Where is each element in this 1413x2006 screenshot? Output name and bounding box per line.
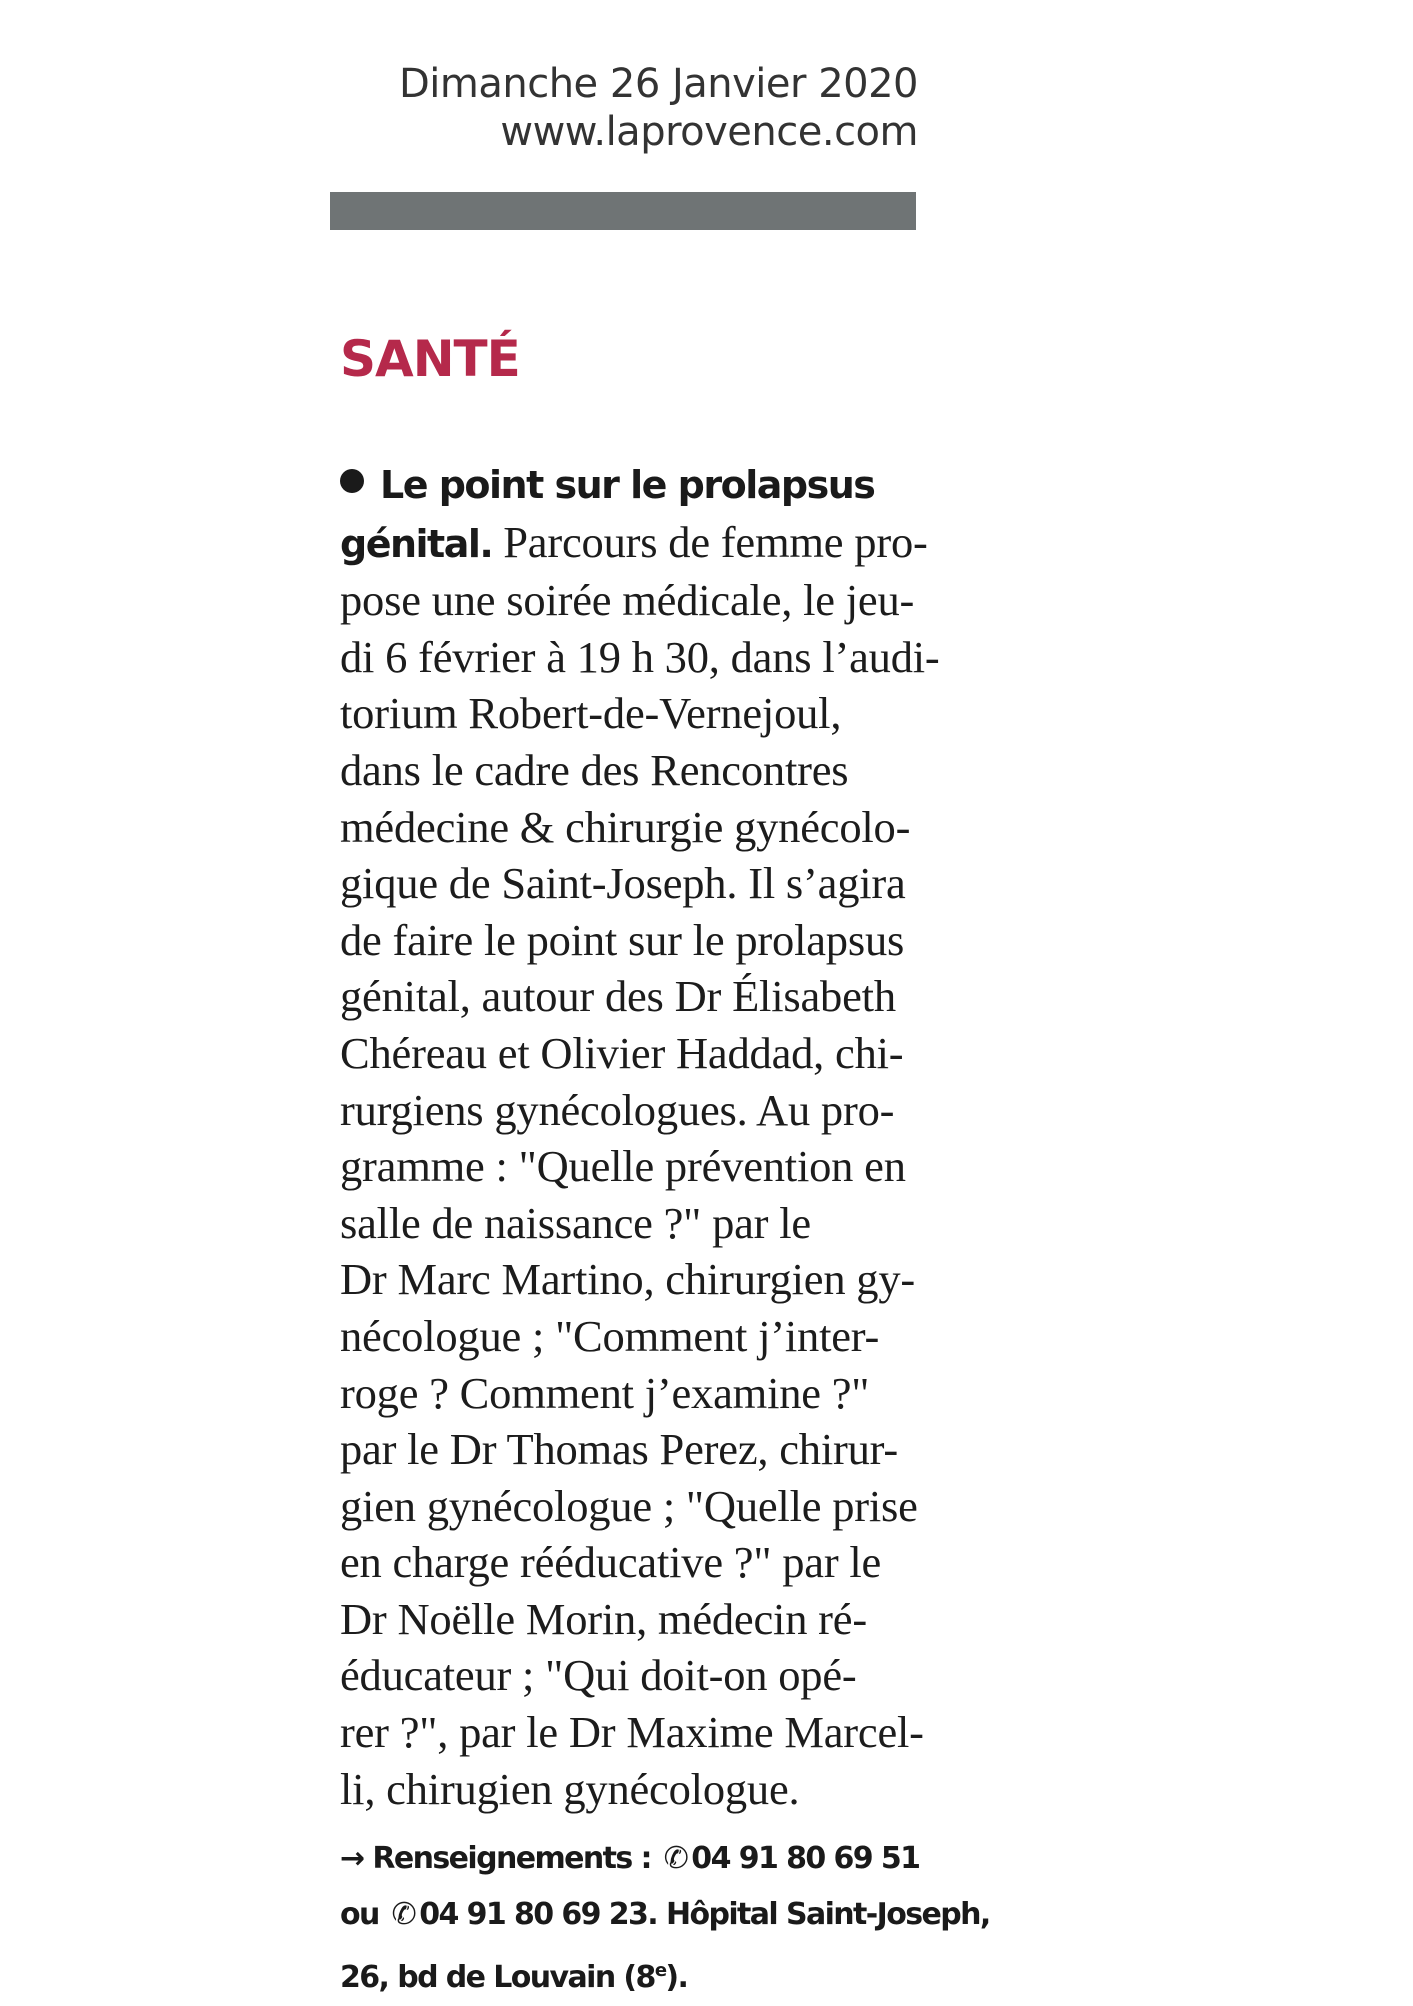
lead-line-1 bbox=[340, 455, 1060, 514]
bullet-icon bbox=[340, 469, 364, 493]
article-body-line: gique de Saint-Joseph. Il s’agira bbox=[340, 858, 906, 909]
phone-icon: ✆ bbox=[391, 1897, 416, 1933]
body-lines bbox=[340, 572, 1060, 1817]
info-block bbox=[340, 1831, 1060, 2006]
newspaper-header bbox=[330, 60, 918, 156]
article bbox=[340, 455, 1060, 2006]
article-body-line: roge ? Comment j’examine ?" bbox=[340, 1367, 870, 1418]
article-body-line: nécologue ; "Comment j’inter- bbox=[340, 1310, 880, 1361]
address-suffix: ). bbox=[665, 1960, 688, 1996]
article-body bbox=[340, 455, 1060, 1817]
article-body-line: pose une soirée médicale, le jeu- bbox=[340, 575, 915, 626]
phone-number-2: 04 91 80 69 23. bbox=[419, 1897, 658, 1933]
article-body-line: rurgiens gynécologues. Au pro- bbox=[340, 1084, 895, 1135]
address-prefix: 26, bd de Louvain (8 bbox=[340, 1960, 655, 1996]
article-body-line: de faire le point sur le prolapsus bbox=[340, 914, 905, 965]
article-headline-part-2: génital. bbox=[340, 521, 493, 566]
article-body-line: Dr Noëlle Morin, médecin ré- bbox=[340, 1593, 867, 1644]
article-body-line: li, chirugien gynécologue. bbox=[340, 1763, 800, 1814]
phone-number-1: 04 91 80 69 51 bbox=[691, 1841, 920, 1877]
article-body-line: dans le cadre des Rencontres bbox=[340, 744, 849, 795]
or-word: ou bbox=[340, 1897, 379, 1933]
section-title: SANTÉ bbox=[340, 330, 520, 388]
arrow-icon: → bbox=[340, 1841, 364, 1877]
article-body-line: gien gynécologue ; "Quelle prise bbox=[340, 1480, 918, 1531]
info-label: Renseignements : bbox=[372, 1841, 651, 1877]
article-body-line: Chéreau et Olivier Haddad, chi- bbox=[340, 1027, 904, 1078]
article-body-line: rer ?", par le Dr Maxime Marcel- bbox=[340, 1707, 924, 1758]
info-line-3 bbox=[340, 1943, 1060, 2006]
article-body-line: par le Dr Thomas Perez, chirur- bbox=[340, 1424, 899, 1475]
article-headline-part-1: Le point sur le prolapsus bbox=[380, 463, 875, 507]
article-body-line: éducateur ; "Qui doit-on opé- bbox=[340, 1650, 857, 1701]
publication-date: Dimanche 26 Janvier 2020 bbox=[398, 61, 918, 107]
article-body-line: di 6 février à 19 h 30, dans l’audi- bbox=[340, 631, 940, 682]
address-superscript: e bbox=[654, 1960, 666, 1982]
lead-line-2 bbox=[340, 514, 1060, 573]
article-body-line: gramme : "Quelle prévention en bbox=[340, 1141, 906, 1192]
article-body-line: génital, autour des Dr Élisabeth bbox=[340, 971, 896, 1022]
info-line-1 bbox=[340, 1831, 1060, 1887]
website-url: www.laprovence.com bbox=[500, 109, 918, 155]
hospital-name: Hôpital Saint-Joseph, bbox=[665, 1897, 990, 1933]
body-first-fragment: Parcours de femme pro- bbox=[492, 516, 928, 567]
article-body-line: Dr Marc Martino, chirurgien gy- bbox=[340, 1254, 916, 1305]
article-body-line: médecine & chirurgie gynécolo- bbox=[340, 801, 911, 852]
info-line-2 bbox=[340, 1887, 1060, 1943]
header-divider-bar bbox=[330, 192, 916, 230]
phone-icon: ✆ bbox=[663, 1841, 688, 1877]
article-body-line: en charge rééducative ?" par le bbox=[340, 1537, 882, 1588]
article-body-line: salle de naissance ?" par le bbox=[340, 1197, 811, 1248]
article-body-line: torium Robert-de-Vernejoul, bbox=[340, 688, 842, 739]
